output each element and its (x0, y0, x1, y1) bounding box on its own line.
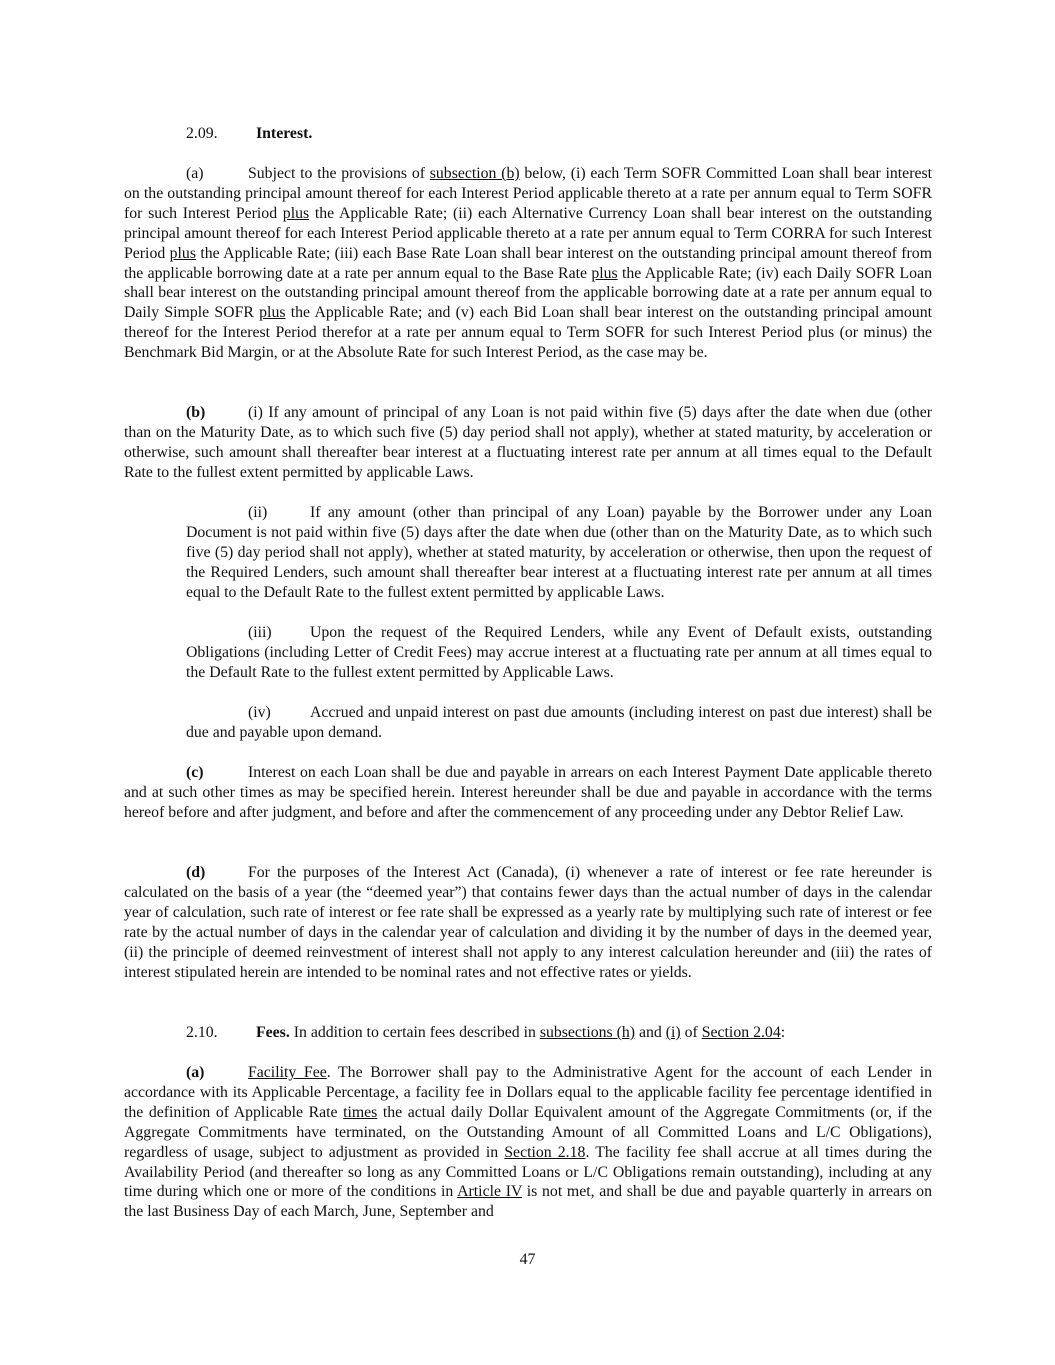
section-2-10-heading (186, 1023, 785, 1043)
paragraph-b-iv (186, 703, 932, 743)
section-title: Fees. (256, 1024, 290, 1041)
section-2-18-reference[interactable]: Section 2.18 (504, 1143, 586, 1161)
section-number: 2.10. (186, 1024, 218, 1041)
heading-text: In addition to certain fees described in (289, 1024, 540, 1041)
paragraph-text: the Applicable Rate; (ii) each Alternative Currency Loan shall bear interest on the outstanding principal amount thereof for each Interest Period applicable thereto at a rate per annum equal to Term CORRA for such Interest Period (124, 204, 932, 262)
times-term: times (343, 1103, 378, 1121)
plus-term: plus (282, 204, 310, 222)
paragraph-text: below, (i) each Term SOFR Committed Loan shall bear interest on the outstanding principal amount thereof for each Interest Period applicable thereto at a rate per annum equal to Term SOFR for such Interest Period (124, 165, 933, 222)
paragraph-label: (b) (186, 404, 206, 421)
plus-term: plus (259, 304, 286, 322)
subsections-h-reference[interactable]: subsections (h) (539, 1024, 636, 1041)
paragraph-text: Subject to the provisions of (248, 165, 430, 182)
paragraph-text: is not met, and shall be due and payable quarterly in arrears on the last Business Day of each March, June, September and (124, 1183, 932, 1221)
paragraph-text: If any amount (other than principal of any Loan) payable by the Borrower under any Loan Document is not paid within five (5) days after the date when due (other than on the Maturity Date, as to which such five (5) day period shall not apply), whether at stated maturity, by acceleration or otherwise, then upon the request of the Required Lenders, such amount shall thereafter bear interest at a fluctuating interest rate per annum at all times equal to the Default Rate to the fullest extent permitted by applicable Laws. (186, 504, 932, 601)
paragraph-b-ii (186, 503, 932, 603)
paragraph-2-10-a (124, 1063, 932, 1222)
paragraph-text: the Applicable Rate; (iv) each Daily SOFR Loan shall bear interest on the outstanding principal amount thereof from the applicable borrowing date at a rate per annum equal to Daily Simple SOFR (124, 264, 932, 322)
heading-text: : (780, 1024, 786, 1041)
paragraph-b (124, 403, 932, 483)
paragraph-label: (a) (186, 1064, 205, 1081)
plus-term: plus (591, 264, 618, 282)
paragraph-b-iii (186, 623, 932, 683)
paragraph-label: (ii) (248, 504, 268, 521)
paragraph-label: (a) (186, 165, 204, 182)
section-title: Interest. (256, 125, 313, 142)
paragraph-label: (iv) (248, 704, 271, 721)
subsection-i-reference[interactable]: (i) (665, 1024, 681, 1041)
page-number: 47 (519, 1251, 536, 1268)
paragraph-text: Upon the request of the Required Lenders, while any Event of Default exists, outstanding Obligations (including Letter of Credit Fees) may accrue interest at a fluctuating rate per annum at all times equal to the Default Rate to the fullest extent permitted by Applicable Laws. (186, 624, 932, 681)
paragraph-text: . The facility fee shall accrue at all times during the Availability Period (and thereafter so long as any Committed Loans or L/C Obligations remain outstanding), including at any time during which one or more of the conditions in (124, 1143, 933, 1201)
paragraph-text: . The Borrower shall pay to the Administrative Agent for the account of each Lender in accordance with its Applicable Percentage, a facility fee in Dollars equal to the applicable facility fee percentage identified in the definition of Applicable Rate (124, 1064, 932, 1121)
paragraph-text: Accrued and unpaid interest on past due amounts (including interest on past due interest) shall be due and payable upon demand. (186, 704, 932, 741)
section-number: 2.09. (186, 125, 218, 142)
paragraph-text: the actual daily Dollar Equivalent amount of the Aggregate Commitments (or, if the Aggregate Commitments have terminated, on the Outstanding Amount of all Committed Loans and L/C Obligations), regardless of usage, subject to adjustment as provided in (124, 1103, 933, 1161)
paragraph-text: Interest on each Loan shall be due and payable in arrears on each Interest Payment Date applicable thereto and at such other times as may be specified herein. Interest hereunder shall be due and payable in accordance with the terms hereof before and after judgment, and before and after the commencement of any proceeding under any Debtor Relief Law. (124, 764, 932, 821)
heading-text: and (635, 1024, 666, 1041)
subsection-b-reference[interactable]: subsection (b) (429, 165, 520, 182)
paragraph-label: (iii) (248, 624, 272, 641)
paragraph-c (124, 763, 932, 823)
paragraph-a (124, 164, 932, 363)
plus-term: plus (169, 244, 196, 262)
paragraph-text: For the purposes of the Interest Act (Canada), (i) whenever a rate of interest or fee rate hereunder is calculated on the basis of a year (the “deemed year”) that contains fewer days than the actual number of days in the calendar year of calculation, such rate of interest or fee rate shall be expressed as a yearly rate by multiplying such rate of interest or fee rate by the actual number of days in the calendar year of calculation and dividing it by the number of days in the deemed year, (ii) the principle of deemed reinvestment of interest shall not apply to any interest calculation hereunder and (iii) the rates of interest stipulated herein are intended to be nominal rates and not effective rates or yields. (124, 864, 932, 981)
article-iv-reference[interactable]: Article IV (457, 1183, 523, 1201)
paragraph-label: (c) (186, 764, 204, 781)
paragraph-d (124, 863, 932, 982)
paragraph-label: (d) (186, 864, 206, 881)
section-2-09-heading (186, 124, 312, 144)
heading-text: of (680, 1024, 702, 1041)
paragraph-text: (i) If any amount of principal of any Loan is not paid within five (5) days after the date when due (other than on the Maturity Date, as to which such five (5) day period shall not apply), whether at stated maturity, by acceleration or otherwise, such amount shall thereafter bear interest at a fluctuating interest rate per annum at all times equal to the Default Rate to the fullest extent permitted by applicable Laws. (124, 404, 932, 481)
section-2-04-reference[interactable]: Section 2.04 (701, 1024, 781, 1041)
paragraph-text: the Applicable Rate; (iii) each Base Rate Loan shall bear interest on the outstanding principal amount thereof from the applicable borrowing date at a rate per annum equal to the Base Rate (124, 244, 932, 282)
paragraph-text: the Applicable Rate; and (v) each Bid Loan shall bear interest on the outstanding principal amount thereof for the Interest Period therefor at a rate per annum equal to Term SOFR for such Interest Period plus (or minus) the Benchmark Bid Margin, or at the Absolute Rate for such Interest Period, as the case may be. (124, 304, 932, 362)
facility-fee-heading: Facility Fee (248, 1064, 327, 1081)
